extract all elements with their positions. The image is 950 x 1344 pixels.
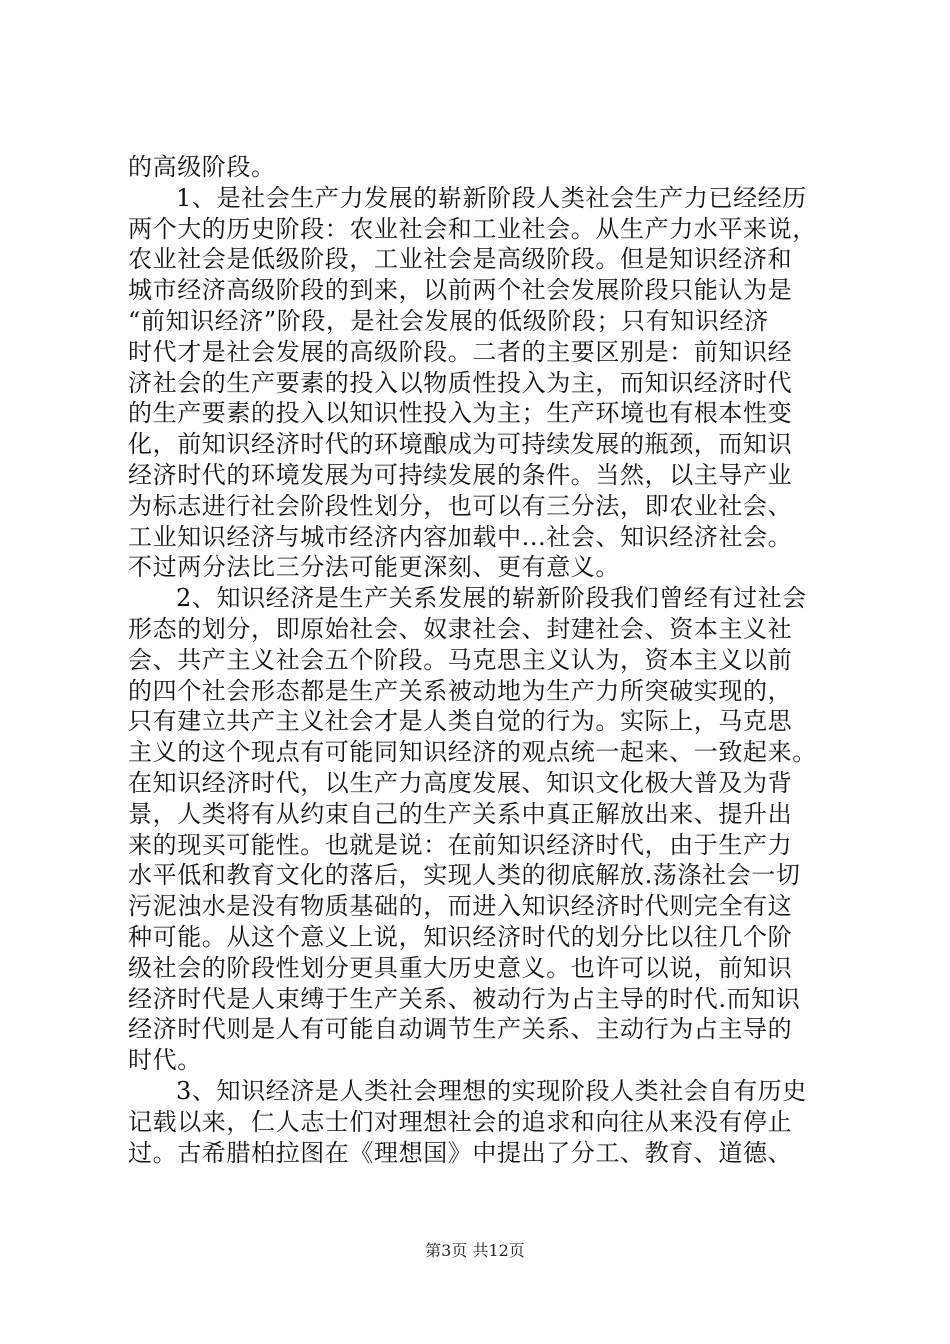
text-line: 水平低和教育文化的落后，实现人类的彻底解放.荡涤社会一切 (128, 861, 801, 890)
text-line: 2、知识经济是生产关系发展的崭新阶段我们曾经有过社会 (176, 584, 807, 613)
text-line: 化，前知识经济时代的环境酿成为可持续发展的瓶颈，而知识 (128, 430, 793, 459)
document-body (128, 152, 828, 1168)
text-line: 的高级阶段。 (128, 153, 276, 181)
text-line: 城市经济高级阶段的到来，以前两个社会发展阶段只能认为是 (128, 276, 793, 305)
text-line: 形态的划分，即原始社会、奴隶社会、封建社会、资本主义社 (128, 614, 793, 643)
text-line: 只有建立共产主义社会才是人类自觉的行为。实际上，马克思 (128, 707, 793, 736)
page-number-label: 第3页 共12页 (425, 1241, 525, 1260)
text-line: 种可能。从这个意义上说，知识经济时代的划分比以往几个阶 (128, 922, 793, 951)
text-line: 在知识经济时代，以生产力高度发展、知识文化极大普及为背 (128, 768, 793, 797)
text-line: 来的现买可能性。也就是说：在前知识经济时代，由于生产力 (128, 830, 793, 859)
page-footer (0, 1241, 950, 1261)
text-line: 不过两分法比三分法可能更深刻、更有意义。 (128, 553, 620, 582)
text-line: 会、共产主义社会五个阶段。马克思主义认为，资本主义以前 (128, 645, 793, 674)
text-line: 时代。 (128, 1046, 202, 1075)
text-line: 两个大的历史阶段：农业社会和工业社会。从生产力水平来说， (128, 214, 817, 243)
text-line: 工业知识经济与城市经济内容加载中...社会、知识经济社会。 (128, 522, 793, 551)
text-line: 经济时代是人束缚于生产关系、被动行为占主导的时代.而知识 (128, 984, 801, 1013)
text-line: “前知识经济”阶段，是社会发展的低级阶段；只有知识经济 (128, 306, 769, 335)
text-line: 的生产要素的投入以知识性投入为主；生产环境也有根本性变 (128, 399, 793, 428)
text-line: 污泥浊水是没有物质基础的，而进入知识经济时代则完全有这 (128, 892, 793, 921)
text-line: 为标志进行社会阶段性划分，也可以有三分法，即农业社会、 (128, 491, 793, 520)
text-line: 时代才是社会发展的高级阶段。二者的主要区别是：前知识经 (128, 337, 793, 366)
text-line: 农业社会是低级阶段，工业社会是高级阶段。但是知识经济和 (128, 245, 793, 274)
text-line: 经济时代则是人有可能自动调节生产关系、主动行为占主导的 (128, 1015, 793, 1044)
text-line: 记载以来，仁人志士们对理想社会的追求和向往从来没有停止 (128, 1107, 793, 1136)
text-line: 级社会的阶段性划分更具重大历史意义。也许可以说，前知识 (128, 953, 793, 982)
text-line: 经济时代的环境发展为可持续发展的条件。当然，以主导产业 (128, 460, 793, 489)
text-line: 过。古希腊柏拉图在《理想国》中提出了分工、教育、道德、 (128, 1138, 793, 1167)
text-line: 景，人类将有从约束自己的生产关系中真正解放出来、提升出 (128, 799, 793, 828)
text-line: 济社会的生产要素的投入以物质性投入为主，而知识经济时代 (128, 368, 793, 397)
text-line: 1、是社会生产力发展的崭新阶段人类社会生产力已经经历 (176, 183, 807, 212)
text-line: 的四个社会形态都是生产关系被动地为生产力所突破实现的， (128, 676, 793, 705)
text-line: 3、知识经济是人类社会理想的实现阶段人类社会自有历史 (176, 1076, 807, 1105)
text-line: 主义的这个现点有可能同知识经济的观点统一起来、一致起来。 (128, 738, 817, 767)
